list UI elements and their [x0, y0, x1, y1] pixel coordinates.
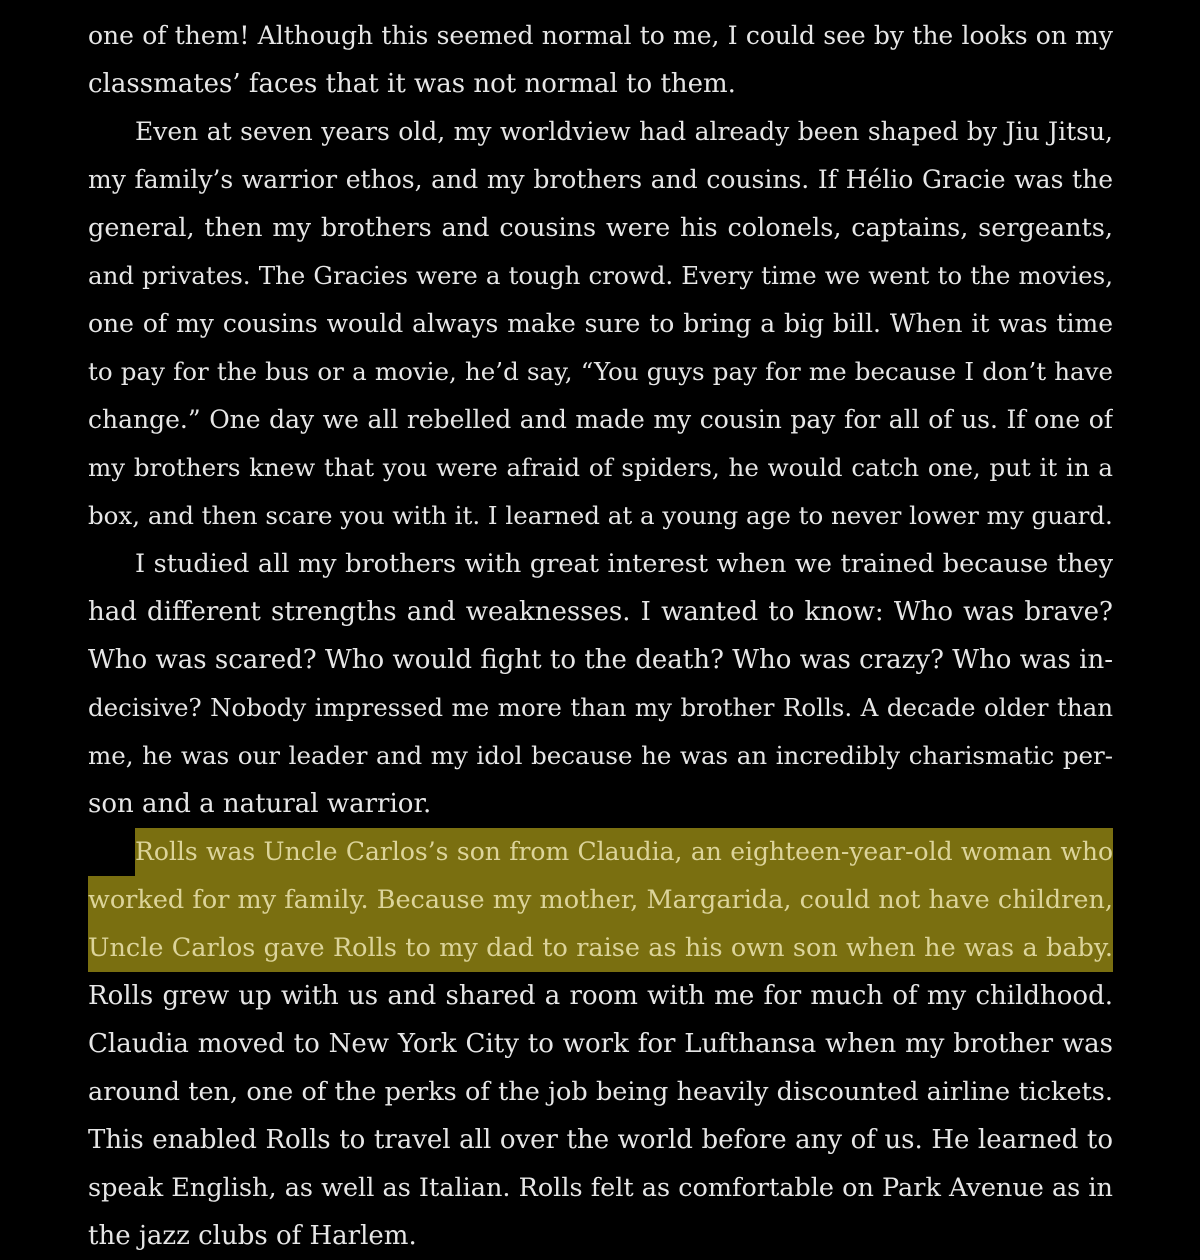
text-line: [88, 252, 1113, 300]
text-line-content: box, and then scare you with it. I learned at a young age to never lower my guard.: [88, 501, 1113, 530]
text-line: [88, 444, 1113, 492]
book-page: [88, 12, 1113, 1260]
text-line: [88, 348, 1113, 396]
highlighted-text: Uncle Carlos gave Rolls to my dad to raise as his own son when he was a baby.: [88, 933, 1113, 963]
text-line: [88, 12, 1113, 60]
text-line-content: Even at seven years old, my worldview had already been shaped by Jiu Jitsu,: [135, 117, 1113, 146]
text-line-content: to pay for the bus or a movie, he’d say, “You guys pay for me because I don’t have: [88, 357, 1113, 386]
text-line: [88, 156, 1113, 204]
highlighted-line[interactable]: [88, 876, 1113, 924]
text-line: [88, 1020, 1113, 1068]
highlighted-line[interactable]: [88, 924, 1113, 972]
text-line-content: had different strengths and weaknesses. I wanted to know: Who was brave?: [88, 597, 1113, 627]
text-line-content: Who was scared? Who would fight to the death? Who was crazy? Who was in-: [88, 645, 1113, 675]
text-line-content: the jazz clubs of Harlem.: [88, 1221, 417, 1251]
paragraph-start-line: [88, 108, 1113, 156]
highlighted-line[interactable]: [88, 828, 1113, 876]
text-line-content: me, he was our leader and my idol because he was an incredibly charismatic per-: [88, 741, 1113, 770]
highlighted-text: worked for my family. Because my mother, Margarida, could not have children,: [88, 885, 1113, 915]
text-line: [88, 60, 1113, 108]
text-line-content: one of my cousins would always make sure to bring a big bill. When it was time: [88, 309, 1113, 338]
text-line: [88, 1116, 1113, 1164]
text-line: [88, 300, 1113, 348]
text-line: [88, 492, 1113, 540]
text-line-content: decisive? Nobody impressed me more than my brother Rolls. A decade older than: [88, 693, 1113, 722]
text-line: [88, 972, 1113, 1020]
highlighted-text: Rolls was Uncle Carlos’s son from Claudia, an eighteen-year-old woman who: [135, 837, 1113, 866]
text-line: [88, 732, 1113, 780]
text-line-content: my family’s warrior ethos, and my brothers and cousins. If Hélio Gracie was the: [88, 165, 1113, 194]
text-line-content: general, then my brothers and cousins were his colonels, captains, sergeants,: [88, 213, 1113, 243]
text-line-content: classmates’ faces that it was not normal to them.: [88, 69, 736, 99]
text-line-content: This enabled Rolls to travel all over the world before any of us. He learned to: [88, 1125, 1113, 1155]
text-line-content: speak English, as well as Italian. Rolls felt as comfortable on Park Avenue as in: [88, 1173, 1113, 1203]
text-line: [88, 204, 1113, 252]
text-line-content: my brothers knew that you were afraid of spiders, he would catch one, put it in a: [88, 453, 1113, 482]
text-line-content: and privates. The Gracies were a tough crowd. Every time we went to the movies,: [88, 261, 1113, 290]
text-line-content: around ten, one of the perks of the job being heavily discounted airline tickets.: [88, 1077, 1113, 1107]
text-line: [88, 780, 1113, 828]
text-line: [88, 1212, 1113, 1260]
text-line-content: Claudia moved to New York City to work for Lufthansa when my brother was: [88, 1029, 1113, 1059]
text-line: [88, 1164, 1113, 1212]
text-line: [88, 396, 1113, 444]
text-line-content: Rolls grew up with us and shared a room with me for much of my childhood.: [88, 981, 1113, 1011]
text-line: [88, 684, 1113, 732]
text-line-content: one of them! Although this seemed normal to me, I could see by the looks on my: [88, 21, 1113, 50]
text-line-content: change.” One day we all rebelled and made my cousin pay for all of us. If one of: [88, 405, 1113, 434]
text-line-content: I studied all my brothers with great interest when we trained because they: [135, 549, 1113, 579]
text-line: [88, 1068, 1113, 1116]
text-line: [88, 636, 1113, 684]
text-line-content: son and a natural warrior.: [88, 789, 432, 819]
text-line: [88, 588, 1113, 636]
paragraph-start-line: [88, 540, 1113, 588]
